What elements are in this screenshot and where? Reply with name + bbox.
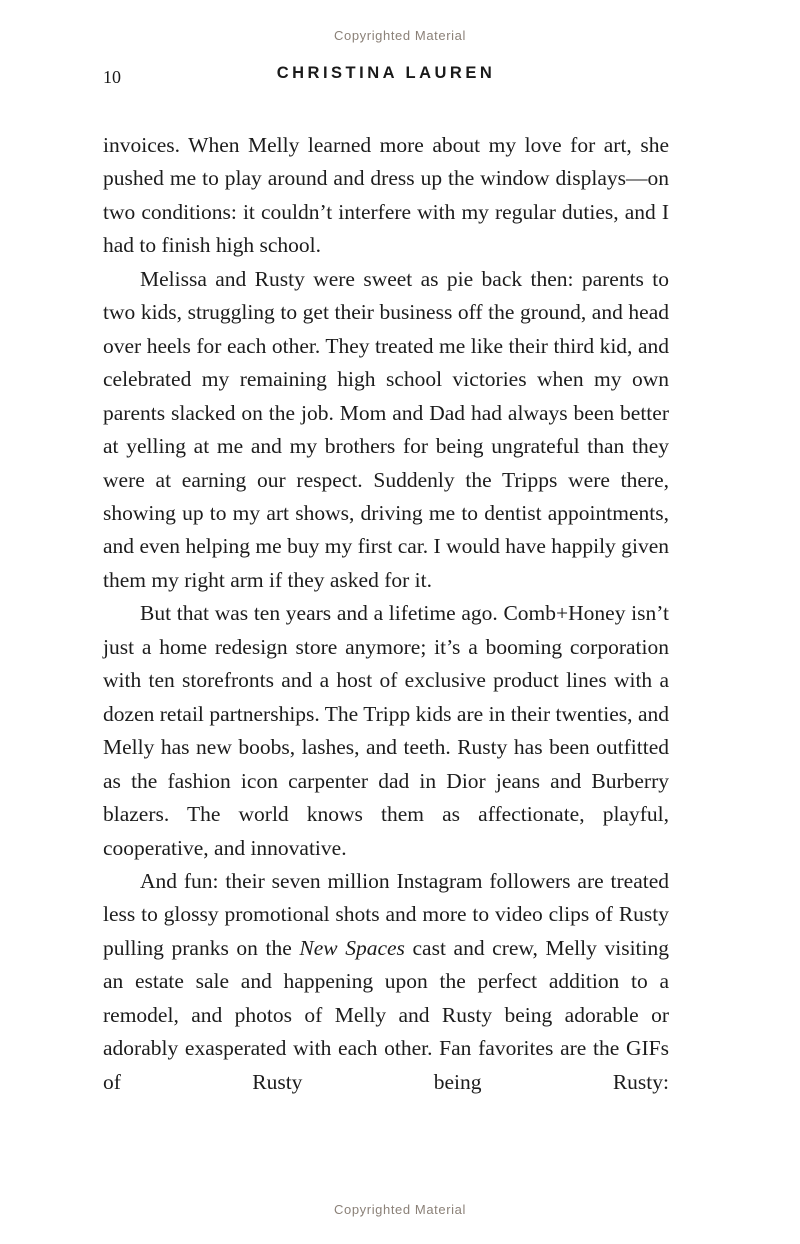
copyright-notice-top: Copyrighted Material xyxy=(334,28,466,43)
copyright-notice-bottom: Copyrighted Material xyxy=(334,1202,466,1217)
paragraph-4-text-post: cast and crew, Melly visiting an estate sale and happening upon the perfect addition to a remodel, and photos of Melly and Rusty being adorable or adorably exasperated with each other. Fan favorites are the GIFs of Rusty being Rusty: xyxy=(103,935,669,1094)
running-header-author: CHRISTINA LAUREN xyxy=(276,64,496,82)
book-title-italic: New Spaces xyxy=(299,935,405,960)
page-number: 10 xyxy=(103,67,121,87)
paragraph-4-text-pre: And fun: their seven million Instagram followers are treated less to glossy promotional shots and more to video clips of Rusty pulling pranks on the xyxy=(103,868,669,960)
paragraph-1: invoices. When Melly learned more about my love for art, she pushed me to play around and dress up the window displays—on two conditions: it couldn’t interfere with my regular duties, and I had to finish high school. xyxy=(103,133,669,258)
paragraph-3: But that was ten years and a lifetime ago. Comb+Honey isn’t just a home redesign store anymore; it’s a booming corporation with ten storefronts and a host of exclusive product lines with a dozen retail partnerships. The Tripp kids are in their twenties, and Melly has new boobs, lashes, and teeth. Rusty has been outfitted as the fashion icon carpenter dad in Dior jeans and Burberry blazers. The world knows them as affectionate, playful, cooperative, and innovative. xyxy=(103,601,669,860)
paragraph-4 xyxy=(103,865,669,1099)
body-text xyxy=(103,129,669,1099)
paragraph-2: Melissa and Rusty were sweet as pie back then: parents to two kids, struggling to get their business off the ground, and head over heels for each other. They treated me like their third kid, and celebrated my remaining high school victories when my own parents slacked on the job. Mom and Dad had always been better at yelling at me and my brothers for being ungrateful than they were at earning our respect. Suddenly the Tripps were there, showing up to my art shows, driving me to dentist appointments, and even helping me buy my first car. I would have happily given them my right arm if they asked for it. xyxy=(103,266,669,592)
page-header xyxy=(103,64,669,90)
